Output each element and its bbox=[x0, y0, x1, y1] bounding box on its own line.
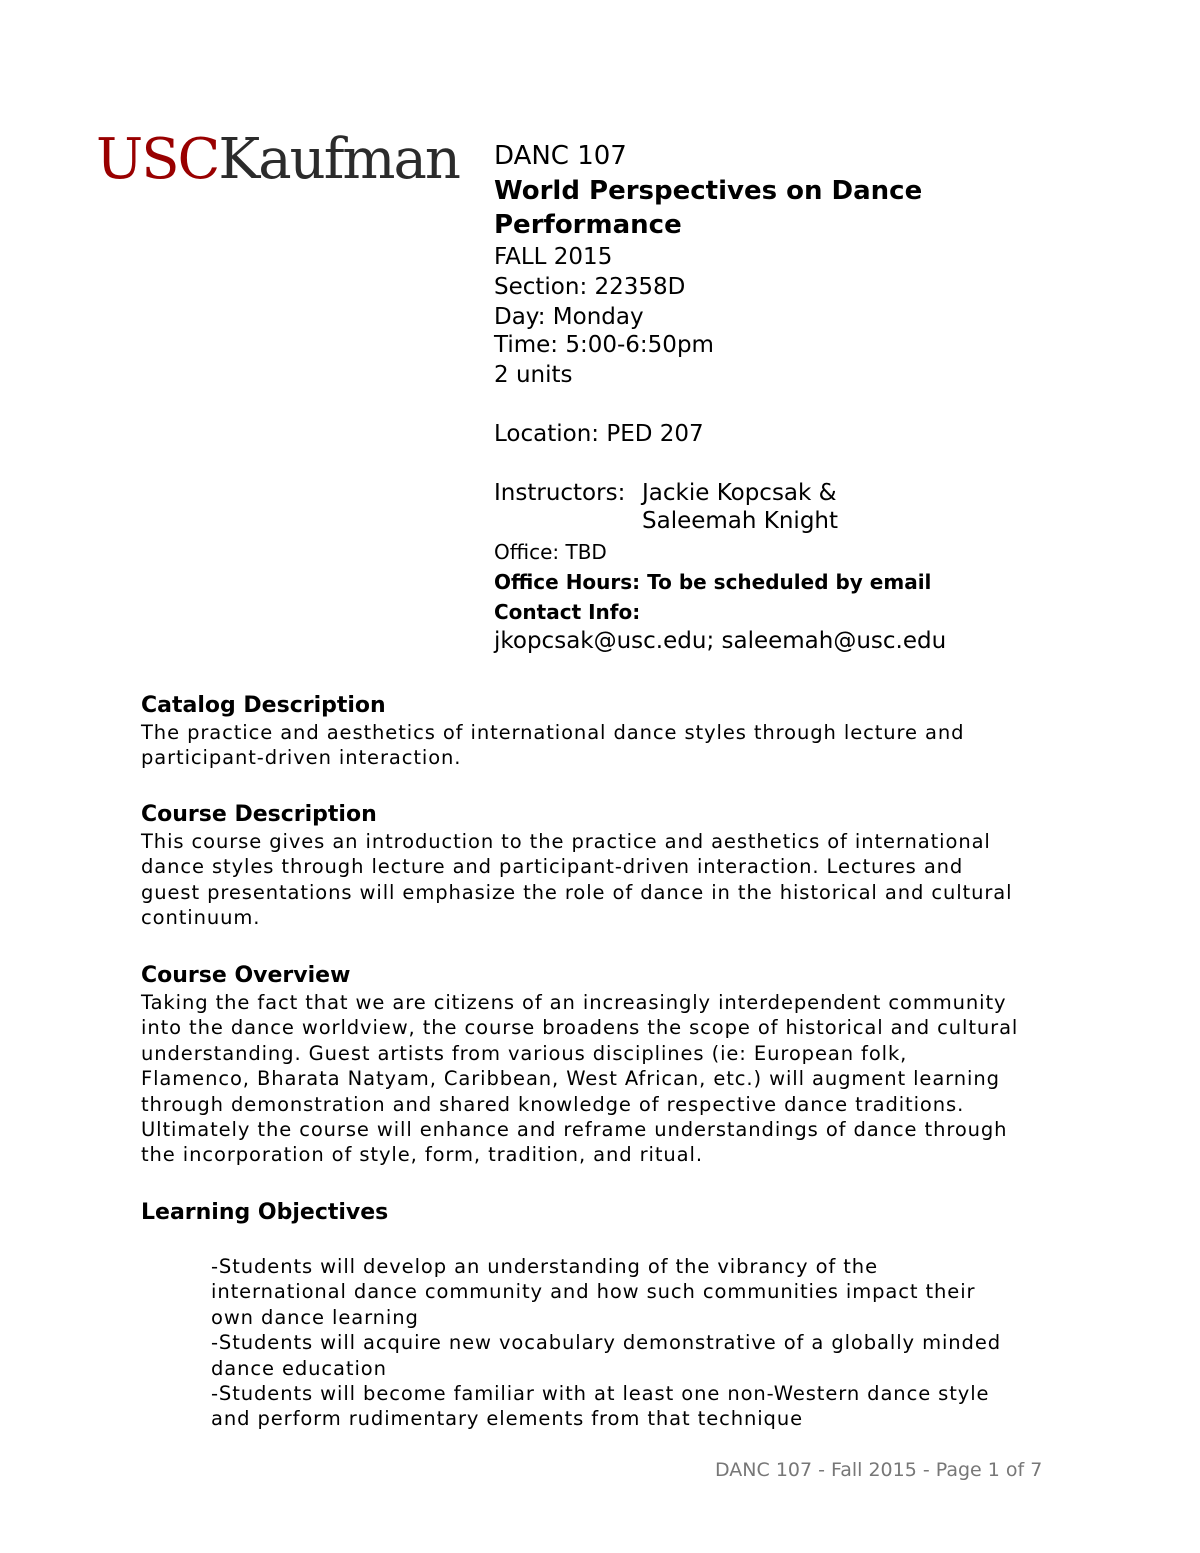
section-heading: Learning Objectives bbox=[141, 1200, 389, 1225]
list-item: -Students will develop an understanding of the vibrancy of the international dance community and how such communities impact their own dance learning bbox=[211, 1255, 976, 1329]
course-title-line1: World Perspectives on Dance bbox=[494, 176, 923, 206]
meeting-day: Day: Monday bbox=[494, 304, 644, 330]
contact-emails[interactable]: jkopcsak@usc.edu; saleemah@usc.edu bbox=[494, 628, 947, 654]
contact-label: Contact Info: bbox=[494, 600, 641, 624]
course-code: DANC 107 bbox=[494, 141, 627, 171]
location: Location: PED 207 bbox=[494, 421, 704, 447]
objectives-list bbox=[211, 1254, 1011, 1432]
logo-usc-text: USC bbox=[96, 127, 219, 192]
section-body: This course gives an introduction to the practice and aesthetics of international dance styles through lecture and participant-driven interaction. Lectures and guest presentations will emphasize the role of dance in the historical and cultural continuum. bbox=[141, 830, 1013, 930]
section-body: Taking the fact that we are citizens of an increasingly interdependent community into the dance worldview, the course broadens the scope of historical and cultural understanding. Guest artists from various disciplines (ie: European folk, Flamenco, Bharata Natyam, Caribbean, West African, etc.) will augment learning through demonstration and shared knowledge of respective dance traditions. Ultimately the course will enhance and reframe understandings of dance through the incorporation of style, form, tradition, and ritual. bbox=[141, 991, 1019, 1167]
learning-objectives bbox=[141, 1199, 1021, 1227]
meeting-time: Time: 5:00-6:50pm bbox=[494, 332, 714, 358]
list-item: -Students will acquire new vocabulary demonstrative of a globally minded dance education bbox=[211, 1331, 1001, 1380]
list-item: -Students will become familiar with at least one non-Western dance style and perform rudimentary elements from that technique bbox=[211, 1382, 990, 1431]
instructor-2: Saleemah Knight bbox=[642, 508, 839, 534]
office-hours: Office Hours: To be scheduled by email bbox=[494, 570, 932, 594]
instructor-1: Jackie Kopcsak & bbox=[642, 480, 837, 506]
course-title-line2: Performance bbox=[494, 210, 682, 240]
units: 2 units bbox=[494, 362, 573, 388]
instructors-label: Instructors: bbox=[494, 480, 626, 506]
term: FALL 2015 bbox=[494, 244, 613, 270]
section-heading: Catalog Description bbox=[141, 693, 386, 718]
logo-kaufman-text: Kaufman bbox=[218, 127, 459, 192]
section-heading: Course Overview bbox=[141, 963, 351, 988]
catalog-description bbox=[141, 692, 1021, 771]
section-heading: Course Description bbox=[141, 802, 377, 827]
course-overview bbox=[141, 962, 1021, 1168]
page-footer: DANC 107 - Fall 2015 - Page 1 of 7 bbox=[715, 1459, 1043, 1481]
office: Office: TBD bbox=[494, 540, 607, 564]
section-number: Section: 22358D bbox=[494, 274, 686, 300]
section-body: The practice and aesthetics of international dance styles through lecture and participant-driven interaction. bbox=[141, 721, 965, 770]
course-description bbox=[141, 801, 1021, 931]
usc-kaufman-logo bbox=[96, 128, 459, 192]
